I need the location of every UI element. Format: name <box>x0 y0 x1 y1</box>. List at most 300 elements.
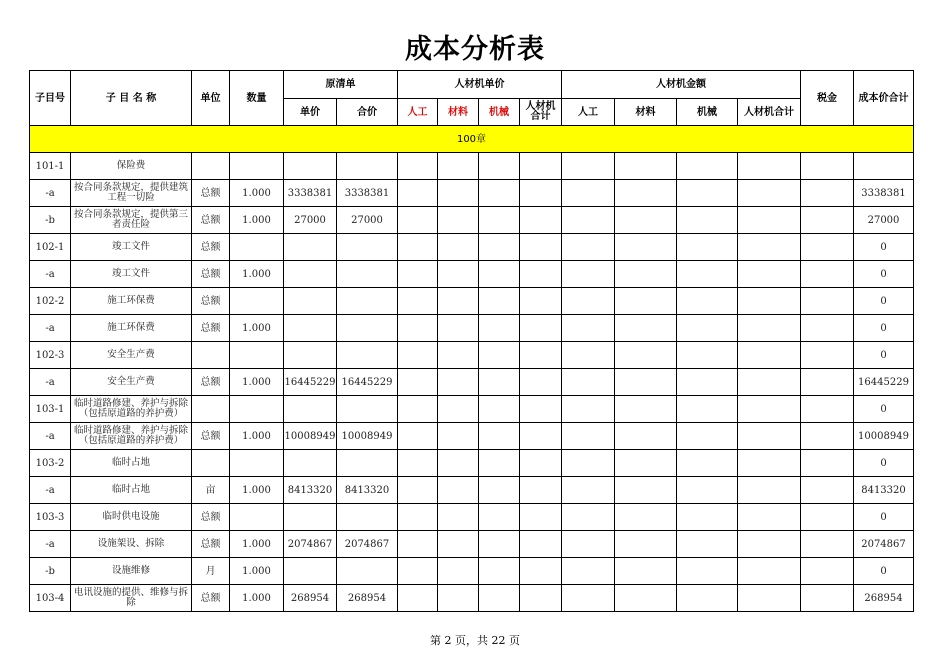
cell-lmm-sum <box>520 423 562 450</box>
cell-material <box>438 531 479 558</box>
cell-tax <box>801 153 854 180</box>
cell-amt-machine <box>677 396 738 423</box>
cell-lmm-sum <box>520 180 562 207</box>
cell-amt-machine <box>677 450 738 477</box>
cell-material <box>438 396 479 423</box>
cell-name: 施工环保费 <box>71 288 192 315</box>
cell-labor <box>398 369 438 396</box>
cell-cost-total: 0 <box>854 315 914 342</box>
header-lmm-sum-line2: 合计 <box>530 111 551 122</box>
cell-tax <box>801 477 854 504</box>
cell-cost-total: 27000 <box>854 207 914 234</box>
cell-orig-price: 8413320 <box>284 477 337 504</box>
cell-orig-total <box>337 315 398 342</box>
cell-unit <box>192 450 230 477</box>
cell-amt-machine <box>677 342 738 369</box>
table-row <box>30 288 914 315</box>
cell-labor <box>398 504 438 531</box>
table-row <box>30 558 914 585</box>
table-row <box>30 396 914 423</box>
cell-orig-price <box>284 396 337 423</box>
cell-orig-total: 268954 <box>337 585 398 612</box>
cell-code: -a <box>30 531 71 558</box>
cell-orig-price: 27000 <box>284 207 337 234</box>
cell-code: -a <box>30 477 71 504</box>
cell-code: -a <box>30 315 71 342</box>
cell-amt-material <box>615 531 677 558</box>
cell-lmm-sum <box>520 531 562 558</box>
cell-material <box>438 153 479 180</box>
cell-tax <box>801 423 854 450</box>
cell-orig-total <box>337 153 398 180</box>
cell-amt-material <box>615 261 677 288</box>
cell-amt-material <box>615 558 677 585</box>
header-amt-machine: 机械 <box>677 99 738 126</box>
cell-orig-price <box>284 558 337 585</box>
cell-cost-total: 0 <box>854 288 914 315</box>
cell-amt-labor <box>562 531 615 558</box>
cell-amt-material <box>615 342 677 369</box>
cell-amt-sum <box>738 180 801 207</box>
cell-amt-material <box>615 315 677 342</box>
cell-amt-sum <box>738 450 801 477</box>
cell-lmm-sum <box>520 315 562 342</box>
cell-cost-total: 0 <box>854 342 914 369</box>
cell-code: -a <box>30 369 71 396</box>
cell-amt-machine <box>677 207 738 234</box>
cell-unit <box>192 153 230 180</box>
cell-name: 竣工文件 <box>71 261 192 288</box>
cell-lmm-sum <box>520 504 562 531</box>
cell-material <box>438 504 479 531</box>
cell-material <box>438 477 479 504</box>
cell-cost-total: 16445229 <box>854 369 914 396</box>
cell-qty <box>230 396 284 423</box>
cell-material <box>438 288 479 315</box>
cell-amt-machine <box>677 558 738 585</box>
cell-amt-machine <box>677 153 738 180</box>
cell-tax <box>801 261 854 288</box>
cell-amt-sum <box>738 423 801 450</box>
cell-tax <box>801 288 854 315</box>
cell-amt-material <box>615 477 677 504</box>
cell-orig-total: 3338381 <box>337 180 398 207</box>
cell-labor <box>398 153 438 180</box>
cell-amt-material <box>615 153 677 180</box>
cell-name: 临时占地 <box>71 450 192 477</box>
cell-amt-sum <box>738 396 801 423</box>
cell-unit: 总额 <box>192 585 230 612</box>
cell-amt-machine <box>677 585 738 612</box>
cell-material <box>438 585 479 612</box>
cell-tax <box>801 315 854 342</box>
cell-orig-price <box>284 342 337 369</box>
cell-orig-price <box>284 288 337 315</box>
cell-tax <box>801 450 854 477</box>
cell-amt-sum <box>738 342 801 369</box>
cell-name: 临时道路修建、养护与拆除（包括原道路的养护费） <box>71 396 192 423</box>
cell-amt-labor <box>562 585 615 612</box>
cell-lmm-sum <box>520 342 562 369</box>
cell-unit <box>192 396 230 423</box>
cell-amt-labor <box>562 396 615 423</box>
cell-amt-sum <box>738 234 801 261</box>
cell-machine <box>479 180 520 207</box>
header-unit: 单位 <box>192 71 230 126</box>
cell-code: -a <box>30 180 71 207</box>
cell-tax <box>801 180 854 207</box>
table-row <box>30 423 914 450</box>
cell-tax <box>801 369 854 396</box>
cell-qty: 1.000 <box>230 315 284 342</box>
cell-unit: 总额 <box>192 207 230 234</box>
cell-material <box>438 261 479 288</box>
cell-amt-machine <box>677 531 738 558</box>
header-amt-labor: 人工 <box>562 99 615 126</box>
header-code: 子目号 <box>30 71 71 126</box>
cell-name: 按合同条款规定，提供第三者责任险 <box>71 207 192 234</box>
cell-cost-total: 0 <box>854 234 914 261</box>
cost-analysis-table <box>29 70 914 612</box>
cell-qty: 1.000 <box>230 423 284 450</box>
cell-code: 103-2 <box>30 450 71 477</box>
cell-qty: 1.000 <box>230 585 284 612</box>
cell-tax <box>801 396 854 423</box>
cell-qty: 1.000 <box>230 531 284 558</box>
cell-lmm-sum <box>520 234 562 261</box>
cell-amt-labor <box>562 369 615 396</box>
cell-lmm-sum <box>520 369 562 396</box>
cell-tax <box>801 531 854 558</box>
cell-unit: 总额 <box>192 531 230 558</box>
cell-labor <box>398 180 438 207</box>
cell-machine <box>479 288 520 315</box>
cell-orig-price <box>284 504 337 531</box>
cell-name: 设施维修 <box>71 558 192 585</box>
cell-amt-sum <box>738 153 801 180</box>
cell-lmm-sum <box>520 153 562 180</box>
table-row <box>30 585 914 612</box>
cell-code: 101-1 <box>30 153 71 180</box>
cell-machine <box>479 342 520 369</box>
cell-machine <box>479 450 520 477</box>
cell-amt-labor <box>562 261 615 288</box>
table-row <box>30 261 914 288</box>
cell-name: 安全生产费 <box>71 342 192 369</box>
cell-unit: 总额 <box>192 261 230 288</box>
table-row <box>30 369 914 396</box>
cell-unit: 总额 <box>192 423 230 450</box>
cell-amt-machine <box>677 180 738 207</box>
cell-qty <box>230 450 284 477</box>
cell-machine <box>479 234 520 261</box>
cell-amt-sum <box>738 288 801 315</box>
cell-amt-labor <box>562 315 615 342</box>
cell-code: -a <box>30 423 71 450</box>
cell-unit: 总额 <box>192 369 230 396</box>
cell-amt-labor <box>562 423 615 450</box>
cell-amt-material <box>615 423 677 450</box>
cell-orig-total: 8413320 <box>337 477 398 504</box>
cell-labor <box>398 288 438 315</box>
cell-amt-labor <box>562 558 615 585</box>
cell-orig-total: 27000 <box>337 207 398 234</box>
cell-unit: 总额 <box>192 180 230 207</box>
header-lmm-sum <box>520 99 562 126</box>
cell-amt-labor <box>562 153 615 180</box>
cell-orig-total: 10008949 <box>337 423 398 450</box>
header-machine: 机械 <box>479 99 520 126</box>
cell-amt-sum <box>738 369 801 396</box>
cell-code: -b <box>30 558 71 585</box>
cell-name: 施工环保费 <box>71 315 192 342</box>
cell-amt-sum <box>738 477 801 504</box>
cell-qty: 1.000 <box>230 207 284 234</box>
cell-unit: 亩 <box>192 477 230 504</box>
cell-machine <box>479 153 520 180</box>
cell-qty <box>230 234 284 261</box>
cell-code: 102-3 <box>30 342 71 369</box>
cell-machine <box>479 315 520 342</box>
cell-unit: 月 <box>192 558 230 585</box>
cell-qty: 1.000 <box>230 477 284 504</box>
header-orig-group: 原清单 <box>284 71 398 99</box>
cell-orig-total <box>337 558 398 585</box>
cell-code: 102-1 <box>30 234 71 261</box>
cell-amt-material <box>615 585 677 612</box>
cell-cost-total: 0 <box>854 504 914 531</box>
cell-amt-sum <box>738 531 801 558</box>
cell-amt-material <box>615 369 677 396</box>
cell-orig-total <box>337 342 398 369</box>
cell-tax <box>801 585 854 612</box>
cell-orig-total <box>337 450 398 477</box>
cell-orig-price <box>284 315 337 342</box>
cell-orig-total: 16445229 <box>337 369 398 396</box>
cell-lmm-sum <box>520 396 562 423</box>
cell-code: 102-2 <box>30 288 71 315</box>
cell-machine <box>479 504 520 531</box>
cell-machine <box>479 396 520 423</box>
cell-name: 设施架设、拆除 <box>71 531 192 558</box>
cell-material <box>438 423 479 450</box>
cell-amt-material <box>615 234 677 261</box>
cell-cost-total: 0 <box>854 396 914 423</box>
cell-lmm-sum <box>520 450 562 477</box>
cell-labor <box>398 261 438 288</box>
cell-cost-total: 2074867 <box>854 531 914 558</box>
cell-amt-labor <box>562 450 615 477</box>
cell-name: 按合同条款规定，提供建筑工程一切险 <box>71 180 192 207</box>
cell-orig-price: 2074867 <box>284 531 337 558</box>
cell-orig-price <box>284 153 337 180</box>
section-title: 100章 <box>30 126 914 153</box>
cell-labor <box>398 396 438 423</box>
header-orig-price: 单价 <box>284 99 337 126</box>
cell-code: 103-4 <box>30 585 71 612</box>
cell-machine <box>479 558 520 585</box>
cell-labor <box>398 207 438 234</box>
cell-name: 临时占地 <box>71 477 192 504</box>
cell-tax <box>801 207 854 234</box>
cell-amt-labor <box>562 234 615 261</box>
cell-amt-labor <box>562 342 615 369</box>
cell-material <box>438 369 479 396</box>
header-amt-sum: 人材机合计 <box>738 99 801 126</box>
cell-orig-total <box>337 261 398 288</box>
header-row-1 <box>30 71 914 99</box>
cell-lmm-sum <box>520 261 562 288</box>
cell-orig-total: 2074867 <box>337 531 398 558</box>
cell-unit: 总额 <box>192 504 230 531</box>
cell-amt-machine <box>677 423 738 450</box>
table-row <box>30 234 914 261</box>
cell-cost-total: 0 <box>854 450 914 477</box>
cell-orig-price <box>284 450 337 477</box>
cell-amt-labor <box>562 477 615 504</box>
cell-lmm-sum <box>520 207 562 234</box>
cell-amt-material <box>615 450 677 477</box>
cell-cost-total: 3338381 <box>854 180 914 207</box>
cell-cost-total: 10008949 <box>854 423 914 450</box>
header-tax: 税金 <box>801 71 854 126</box>
cell-material <box>438 450 479 477</box>
table-row <box>30 153 914 180</box>
cell-machine <box>479 585 520 612</box>
cell-name: 临时供电设施 <box>71 504 192 531</box>
cell-labor <box>398 558 438 585</box>
cell-orig-price <box>284 234 337 261</box>
cell-qty: 1.000 <box>230 180 284 207</box>
cell-qty <box>230 153 284 180</box>
cell-unit: 总额 <box>192 288 230 315</box>
table-row <box>30 315 914 342</box>
cell-labor <box>398 585 438 612</box>
cell-lmm-sum <box>520 477 562 504</box>
cell-orig-total <box>337 396 398 423</box>
cell-lmm-sum <box>520 585 562 612</box>
cell-amt-labor <box>562 288 615 315</box>
cell-amt-material <box>615 207 677 234</box>
header-material: 材料 <box>438 99 479 126</box>
cell-amt-sum <box>738 585 801 612</box>
cell-machine <box>479 531 520 558</box>
cell-qty <box>230 288 284 315</box>
header-amount-group: 人材机金额 <box>562 71 801 99</box>
cell-orig-total <box>337 288 398 315</box>
cell-cost-total: 0 <box>854 261 914 288</box>
cell-unit: 总额 <box>192 315 230 342</box>
cell-labor <box>398 315 438 342</box>
table-row <box>30 477 914 504</box>
cell-code: 103-1 <box>30 396 71 423</box>
cell-tax <box>801 504 854 531</box>
cell-qty: 1.000 <box>230 558 284 585</box>
header-amt-material: 材料 <box>615 99 677 126</box>
cell-material <box>438 234 479 261</box>
cell-amt-machine <box>677 261 738 288</box>
cell-amt-material <box>615 288 677 315</box>
cell-orig-price <box>284 261 337 288</box>
cell-material <box>438 315 479 342</box>
cell-material <box>438 342 479 369</box>
cell-name: 竣工文件 <box>71 234 192 261</box>
header-name: 子 目 名 称 <box>71 71 192 126</box>
cell-lmm-sum <box>520 558 562 585</box>
cell-amt-machine <box>677 504 738 531</box>
header-cost-total: 成本价合计 <box>854 71 914 126</box>
cell-amt-material <box>615 396 677 423</box>
cell-tax <box>801 234 854 261</box>
cell-material <box>438 207 479 234</box>
section-row <box>30 126 914 153</box>
cell-amt-machine <box>677 234 738 261</box>
cell-code: -b <box>30 207 71 234</box>
cell-qty <box>230 504 284 531</box>
cell-amt-sum <box>738 558 801 585</box>
cell-name: 临时道路修建、养护与拆除（包括原道路的养护费） <box>71 423 192 450</box>
cell-labor <box>398 423 438 450</box>
cell-amt-material <box>615 180 677 207</box>
cell-labor <box>398 477 438 504</box>
cell-cost-total <box>854 153 914 180</box>
cell-amt-machine <box>677 369 738 396</box>
cell-code: 103-3 <box>30 504 71 531</box>
header-lmm-sum-line1: 人材机 <box>525 101 556 112</box>
cell-code: -a <box>30 261 71 288</box>
cell-name: 保险费 <box>71 153 192 180</box>
cell-machine <box>479 477 520 504</box>
cell-machine <box>479 423 520 450</box>
cell-labor <box>398 531 438 558</box>
cell-orig-price: 268954 <box>284 585 337 612</box>
cell-qty: 1.000 <box>230 261 284 288</box>
cell-labor <box>398 450 438 477</box>
cell-amt-sum <box>738 261 801 288</box>
table-row <box>30 531 914 558</box>
cell-labor <box>398 234 438 261</box>
cell-amt-sum <box>738 504 801 531</box>
cell-tax <box>801 558 854 585</box>
cell-amt-labor <box>562 207 615 234</box>
cell-amt-sum <box>738 315 801 342</box>
cell-orig-price: 16445229 <box>284 369 337 396</box>
cell-labor <box>398 342 438 369</box>
cell-name: 安全生产费 <box>71 369 192 396</box>
cell-amt-material <box>615 504 677 531</box>
cell-orig-total <box>337 504 398 531</box>
cell-machine <box>479 207 520 234</box>
table-row <box>30 207 914 234</box>
cell-orig-price: 3338381 <box>284 180 337 207</box>
cell-unit <box>192 342 230 369</box>
table-row <box>30 342 914 369</box>
cell-unit: 总额 <box>192 234 230 261</box>
cell-name: 电讯设施的提供、维修与拆除 <box>71 585 192 612</box>
page-title: 成本分析表 <box>405 34 545 65</box>
cell-orig-total <box>337 234 398 261</box>
header-labor: 人工 <box>398 99 438 126</box>
cell-machine <box>479 261 520 288</box>
cell-qty: 1.000 <box>230 369 284 396</box>
cell-qty <box>230 342 284 369</box>
header-orig-total: 合价 <box>337 99 398 126</box>
cell-material <box>438 180 479 207</box>
header-unit-price-group: 人材机单价 <box>398 71 562 99</box>
cell-lmm-sum <box>520 288 562 315</box>
cell-cost-total: 268954 <box>854 585 914 612</box>
cell-amt-labor <box>562 504 615 531</box>
